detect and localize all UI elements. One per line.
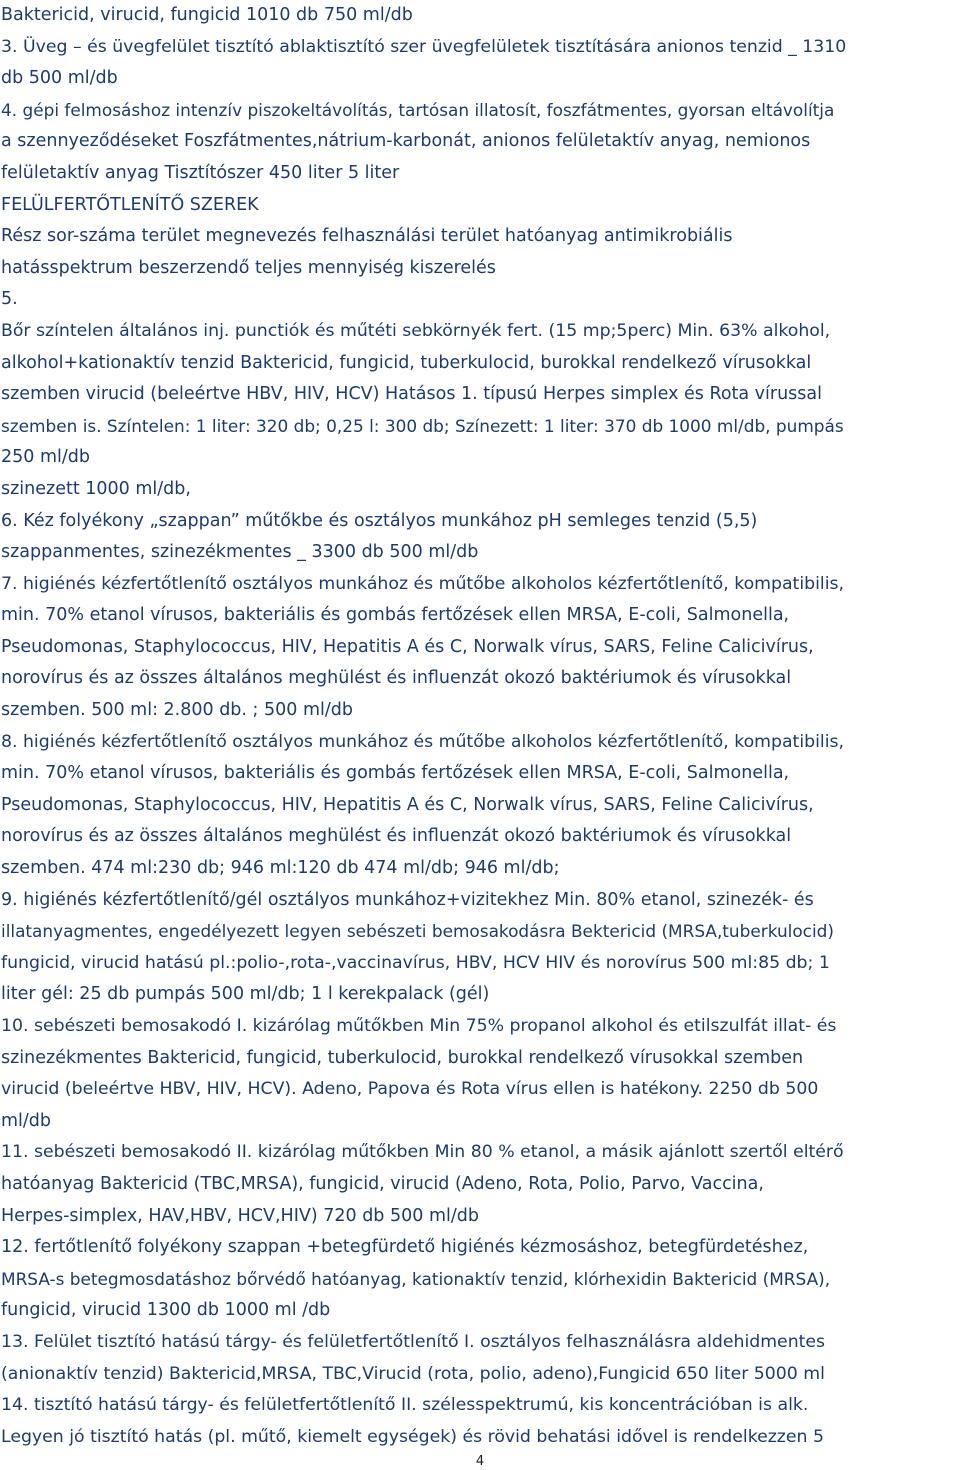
section-heading: FELÜLFERTŐTLENÍTŐ SZEREK [1, 194, 259, 215]
text-line: virucid (beleértve HBV, HIV, HCV). Adeno, Papova és Rota vírus ellen is hatékony. 2250 db 500 [1, 1079, 819, 1100]
page-number: 4 [475, 1454, 485, 1469]
text-line: min. 70% etanol vírusos, bakteriális és gombás fertőzések ellen MRSA, E-coli, Salmonella, [1, 763, 790, 784]
text-line: 5. [1, 289, 18, 310]
text-line: norovírus és az összes általános meghülést és influenzát okozó baktériumok és vírusokkal [1, 826, 792, 847]
text-line: Bőr színtelen általános inj. punctiók és műtéti sebkörnyék fert. (15 mp;5perc) Min. 63% alkohol, [1, 320, 831, 341]
text-line: db 500 ml/db [1, 68, 118, 89]
text-line: Pseudomonas, Staphylococcus, HIV, Hepatitis A és C, Norwalk vírus, SARS, Feline Calicivírus, [1, 794, 814, 815]
text-line: 14. tisztító hatású tárgy- és felületfertőtlenítő II. szélesspektrumú, kis koncentrációban is alk. [1, 1395, 809, 1416]
text-line: szemben. 474 ml:230 db; 946 ml:120 db 474 ml/db; 946 ml/db; [1, 858, 560, 879]
text-line: 11. sebészeti bemosakodó II. kizárólag műtőkben Min 80 % etanol, a másik ajánlott szertől eltérő [1, 1142, 844, 1163]
text-line: 4. gépi felmosáshoz intenzív piszokeltávolítás, tartósan illatosít, foszfátmentes, gyorsan eltávolítja [1, 99, 835, 120]
text-line: Legyen jó tisztító hatás (pl. műtő, kiemelt egységek) és rövid behatási idővel is rendelkezzen 5 [1, 1426, 824, 1447]
text-line: 12. fertőtlenítő folyékony szappan +betegfürdető higiénés kézmosáshoz, betegfürdetéshez, [1, 1237, 809, 1258]
text-line: szemben is. Színtelen: 1 liter: 320 db; 0,25 l: 300 db; Színezett: 1 liter: 370 db 1000 ml/db, pumpás [1, 415, 844, 436]
text-line: Rész sor-száma terület megnevezés felhasználási terület hatóanyag antimikrobiális [1, 226, 733, 247]
text-line: fungicid, virucid hatású pl.:polio-,rota-,vaccinavírus, HBV, HCV HIV és norovírus 500 ml:85 db; 1 [1, 952, 830, 973]
text-line: 3. Üveg – és üvegfelület tisztító ablaktisztító szer üvegfelületek tisztítására anionos tenzid _ 1310 [1, 36, 847, 57]
text-line: 8. higiénés kézfertőtlenítő osztályos munkához és műtőbe alkoholos kézfertőtlenítő, kompatibilis, [1, 731, 844, 752]
text-line: szinezett 1000 ml/db, [1, 478, 191, 499]
text-line: 10. sebészeti bemosakodó I. kizárólag műtőkben Min 75% propanol alkohol és etilszulfát illat- és [1, 1016, 837, 1036]
text-line: MRSA-s betegmosdatáshoz bőrvédő hatóanyag, kationaktív tenzid, klórhexidin Baktericid (MRSA), [1, 1268, 831, 1289]
text-line: felületaktív anyag Tisztítószer 450 liter 5 liter [1, 162, 400, 183]
text-line: illatanyagmentes, engedélyezett legyen sebészeti bemosakodásra Bektericid (MRSA,tuberkulocid) [1, 921, 834, 942]
text-line: szemben virucid (beleértve HBV, HIV, HCV) Hatásos 1. típusú Herpes simplex és Rota vírussal [1, 384, 823, 405]
text-line: hatóanyag Baktericid (TBC,MRSA), fungicid, virucid (Adeno, Rota, Polio, Parvo, Vaccina, [1, 1173, 764, 1194]
text-line: min. 70% etanol vírusos, bakteriális és gombás fertőzések ellen MRSA, E-coli, Salmonella, [1, 605, 790, 626]
text-line: 6. Kéz folyékony „szappan” műtőkbe és osztályos munkához pH semleges tenzid (5,5) [1, 510, 758, 531]
text-line: 250 ml/db [1, 447, 90, 468]
text-line: szinezékmentes Baktericid, fungicid, tuberkulocid, burokkal rendelkező vírusokkal szemben [1, 1047, 804, 1068]
text-line: ml/db [1, 1110, 52, 1131]
text-line: szappanmentes, szinezékmentes _ 3300 db 500 ml/db [1, 542, 479, 563]
text-line: norovírus és az összes általános meghülést és influenzát okozó baktériumok és vírusokkal [1, 668, 792, 689]
text-line: hatásspektrum beszerzendő teljes mennyiség kiszerelés [1, 257, 496, 278]
text-line: 9. higiénés kézfertőtlenítő/gél osztályos munkához+vizitekhez Min. 80% etanol, szinezék- és [1, 889, 814, 910]
text-line: szemben. 500 ml: 2.800 db. ; 500 ml/db [1, 700, 353, 721]
text-line: 13. Felület tisztító hatású tárgy- és felületfertőtlenítő I. osztályos felhasználásra aldehidmentes [1, 1331, 826, 1352]
text-line: a szennyeződéseket Foszfátmentes,nátrium-karbonát, anionos felületaktív anyag, nemionos [1, 131, 811, 152]
document-text [1, 0, 959, 1453]
text-line: fungicid, virucid 1300 db 1000 ml /db [1, 1300, 331, 1321]
text-line: liter gél: 25 db pumpás 500 ml/db; 1 l kerekpalack (gél) [1, 984, 490, 1005]
text-line: (anionaktív tenzid) Baktericid,MRSA, TBC,Virucid (rota, polio, adeno),Fungicid 650 liter 5000 ml [1, 1363, 825, 1384]
text-line: Pseudomonas, Staphylococcus, HIV, Hepatitis A és C, Norwalk vírus, SARS, Feline Calicivírus, [1, 636, 814, 657]
text-line: Baktericid, virucid, fungicid 1010 db 750 ml/db [1, 5, 413, 25]
text-line: 7. higiénés kézfertőtlenítő osztályos munkához és műtőbe alkoholos kézfertőtlenítő, kompatibilis, [1, 573, 844, 594]
text-line: Herpes-simplex, HAV,HBV, HCV,HIV) 720 db 500 ml/db [1, 1205, 479, 1226]
text-line: alkohol+kationaktív tenzid Baktericid, fungicid, tuberkulocid, burokkal rendelkező vírusokkal [1, 352, 812, 373]
